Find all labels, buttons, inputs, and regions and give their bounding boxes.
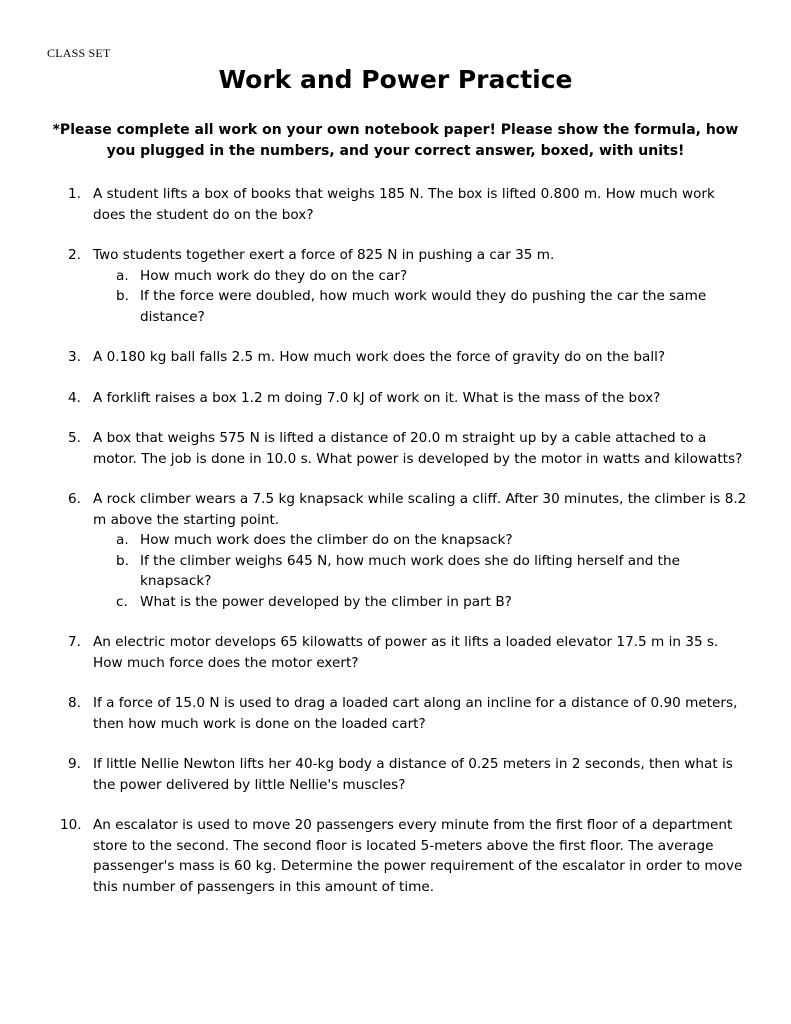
sub-question-letter: b. [116, 552, 129, 569]
question-number: 1. [68, 186, 81, 202]
sub-question-letter: c. [116, 593, 128, 610]
question-text: A forklift raises a box 1.2 m doing 7.0 kJ of work on it. What is the mass of the box? [93, 389, 661, 406]
question-1 [0, 184, 791, 225]
instructions: *Please complete all work on your own notebook paper! Please show the formula, how you plugged in the numbers, and your correct answer, boxed, with units! [52, 122, 739, 159]
sub-question-2b [93, 286, 751, 327]
question-5 [0, 428, 791, 469]
sub-question-list [93, 266, 751, 328]
class-set-label: CLASS SET [47, 46, 111, 60]
question-6 [0, 489, 791, 612]
sub-question-text: How much work does the climber do on the knapsack? [140, 532, 513, 548]
question-number: 6. [68, 491, 81, 507]
sub-question-2a [93, 266, 751, 287]
question-4 [0, 388, 791, 409]
sub-question-list [93, 530, 751, 612]
question-8 [0, 693, 791, 734]
question-2 [0, 245, 791, 327]
question-number: 5. [68, 430, 81, 446]
sub-question-6a [93, 530, 751, 551]
sub-question-text: If the climber weighs 645 N, how much work does she do lifting herself and the knapsack? [140, 552, 680, 589]
question-text: A box that weighs 575 N is lifted a distance of 20.0 m straight up by a cable attached to a motor. The job is done in 10.0 s. What power is developed by the motor in watts and kilowatts? [93, 430, 743, 467]
question-number: 9. [68, 756, 81, 772]
question-number: 7. [68, 634, 81, 650]
question-number: 10. [60, 817, 82, 833]
sub-question-6c [93, 592, 751, 613]
question-text: Two students together exert a force of 825 N in pushing a car 35 m. [93, 247, 555, 263]
sub-question-6b [93, 551, 751, 592]
question-7 [0, 632, 791, 673]
sub-question-letter: a. [116, 267, 129, 284]
sub-question-text: What is the power developed by the climber in part B? [140, 593, 512, 610]
question-list [0, 184, 791, 917]
question-text: A 0.180 kg ball falls 2.5 m. How much work does the force of gravity do on the ball? [93, 349, 666, 365]
question-text: If a force of 15.0 N is used to drag a loaded cart along an incline for a distance of 0.90 meters, then how much work is done on the loaded cart? [93, 695, 738, 732]
question-number: 8. [68, 695, 81, 711]
question-text: A student lifts a box of books that weighs 185 N. The box is lifted 0.800 m. How much work does the student do on the box? [93, 186, 715, 223]
question-number: 3. [68, 349, 81, 365]
question-10 [0, 815, 791, 897]
sub-question-text: How much work do they do on the car? [140, 267, 408, 284]
question-text: An electric motor develops 65 kilowatts of power as it lifts a loaded elevator 17.5 m in 35 s. How much force does the motor exert? [93, 634, 719, 671]
question-text: A rock climber wears a 7.5 kg knapsack while scaling a cliff. After 30 minutes, the climber is 8.2 m above the starting point. [93, 491, 747, 528]
sub-question-letter: b. [116, 288, 129, 304]
question-text: If little Nellie Newton lifts her 40-kg body a distance of 0.25 meters in 2 seconds, then what is the power delivered by little Nellie's muscles? [93, 756, 733, 793]
sub-question-text: If the force were doubled, how much work would they do pushing the car the same distance? [140, 288, 707, 325]
question-number: 2. [68, 247, 81, 263]
sub-question-letter: a. [116, 532, 129, 548]
question-9 [0, 754, 791, 795]
question-3 [0, 347, 791, 368]
question-number: 4. [68, 389, 81, 406]
question-text: An escalator is used to move 20 passengers every minute from the first floor of a department store to the second. The second floor is located 5-meters above the first floor. The average passenger's mass is 60 kg. Determine the power requirement of the escalator in order to move this number of passengers in this amount of time. [93, 817, 743, 895]
page-title: Work and Power Practice [218, 65, 573, 94]
